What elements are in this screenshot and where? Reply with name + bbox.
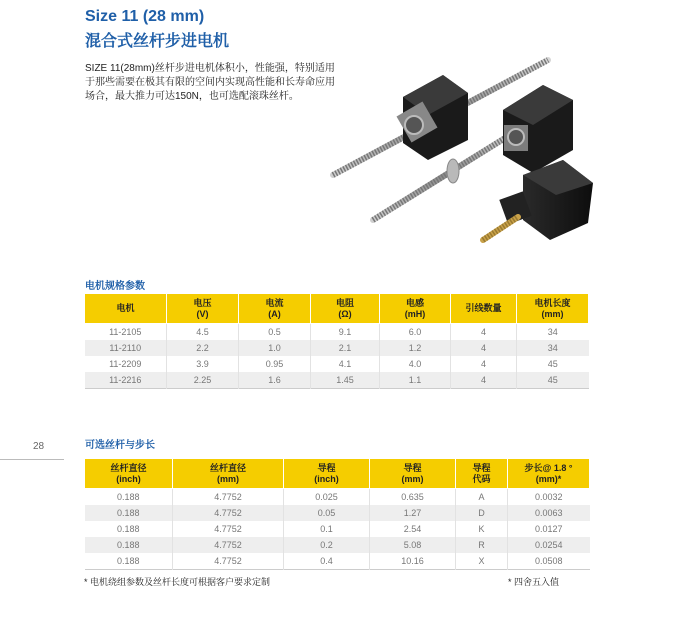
table-row: [85, 372, 589, 389]
spec-header-cell: 电阻 (Ω): [311, 294, 380, 324]
table-cell: 0.0127: [534, 524, 563, 534]
table-cell: K: [456, 521, 508, 537]
table-cell: 1.27: [370, 505, 456, 521]
table-row: [85, 537, 590, 553]
table-cell: 4.0: [380, 356, 451, 372]
screw-header-cell: 导程 (inch): [284, 459, 370, 489]
table-cell: 0.188: [85, 489, 173, 506]
footnote-custom: * 电机绕组参数及丝杆长度可根据客户要求定制: [84, 577, 271, 587]
table-cell: 2.1: [311, 340, 380, 356]
table-cell: 0.0508: [534, 556, 563, 566]
table-cell: 34: [517, 340, 589, 356]
table-row: [85, 505, 590, 521]
table-cell: 0.0254: [508, 537, 590, 553]
screw-header-cell: 丝杆直径 (inch): [85, 459, 173, 489]
spec-header-cell: 电流 (A): [239, 294, 311, 324]
table-cell: 4.7752: [173, 521, 284, 537]
table-cell: 0.025: [284, 489, 370, 506]
table-cell: 0.188: [85, 553, 173, 570]
table-cell: 11-2216: [85, 372, 167, 389]
table-row: [85, 356, 589, 372]
table-cell: 10.16: [370, 553, 456, 570]
table-cell: 0.4: [284, 553, 370, 570]
table-cell: 4.7752: [173, 489, 284, 506]
table-cell: 0.0032: [534, 492, 563, 502]
product-photo: [318, 55, 598, 285]
table-cell: 0.05: [284, 505, 370, 521]
table-cell: 3.9: [167, 356, 239, 372]
screw-header-cell: 导程 (mm): [370, 459, 456, 489]
table-cell: 9.1: [311, 324, 380, 341]
table-cell: 0.1: [284, 521, 370, 537]
screw-header-cell: 导程 代码: [456, 459, 508, 489]
spec-header-cell: 引线数量: [451, 294, 517, 324]
table-cell: 1.2: [380, 340, 451, 356]
table-cell: 0.95: [239, 356, 311, 372]
table-cell: A: [456, 489, 508, 506]
footnote-rounding: * 四舍五入值: [508, 577, 560, 587]
table-cell: 11-2105: [85, 324, 167, 341]
table-cell: D: [456, 505, 508, 521]
table-row: [85, 489, 590, 506]
spec-table-title: 电机规格参数: [85, 281, 145, 292]
table-cell: 0.2: [284, 537, 370, 553]
table-row: [85, 553, 590, 570]
screw-header-cell: 步长@ 1.8 ° (mm)*: [508, 459, 590, 489]
table-cell: 45: [547, 359, 558, 369]
table-cell: 0.635: [370, 489, 456, 506]
spec-header-cell: 电压 (V): [167, 294, 239, 324]
spec-header-cell: 电机长度 (mm): [517, 294, 589, 324]
motor-spec-table: [84, 293, 589, 389]
table-cell: X: [456, 553, 508, 570]
table-cell: 0.188: [85, 521, 173, 537]
table-cell: 1.0: [239, 340, 311, 356]
table-cell: 4: [451, 324, 517, 341]
table-cell: 0.0063: [508, 505, 590, 521]
table-cell: 45: [517, 372, 589, 389]
table-cell: 4.7752: [173, 505, 284, 521]
table-cell: 5.08: [370, 537, 456, 553]
table-cell: 2.2: [167, 340, 239, 356]
table-cell: 1.45: [311, 372, 380, 389]
table-cell: 2.25: [167, 372, 239, 389]
table-cell: 4.1: [311, 356, 380, 372]
divider: [0, 459, 64, 460]
table-cell: 1.6: [239, 372, 311, 389]
spec-header-cell: 电机: [85, 294, 167, 324]
screw-header-cell: 丝杆直径 (mm): [173, 459, 284, 489]
table-cell: 4.7752: [173, 537, 284, 553]
table-cell: 11-2110: [85, 340, 167, 356]
table-cell: 0.5: [239, 324, 311, 341]
table-cell: 6.0: [380, 324, 451, 341]
table-cell: 4: [451, 356, 517, 372]
table-row: [85, 521, 590, 537]
table-cell: 4.7752: [173, 553, 284, 570]
spec-header-cell: 电感 (mH): [380, 294, 451, 324]
page-number: 28: [33, 441, 45, 452]
table-row: [85, 324, 589, 341]
table-cell: 4: [451, 340, 517, 356]
table-cell: 0.188: [85, 505, 173, 521]
motor-3-image: [483, 160, 593, 240]
title-english: Size 11 (28 mm): [85, 8, 205, 25]
table-cell: R: [456, 537, 508, 553]
screw-table-title: 可选丝杆与步长: [85, 440, 155, 451]
table-cell: 1.1: [380, 372, 451, 389]
table-cell: 4: [451, 372, 517, 389]
table-cell: 11-2209: [85, 356, 167, 372]
intro-paragraph: SIZE 11(28mm)丝杆步进电机体积小，性能强，特别适用 于那些需要在极其有限的空间内实现高性能和长寿命应用 场合，最大推力可达150N，也可选配滚珠丝杆。: [85, 63, 335, 102]
title-chinese: 混合式丝杆步进电机: [85, 33, 230, 50]
table-cell: 0.188: [85, 537, 173, 553]
table-cell: 2.54: [370, 521, 456, 537]
screw-table: [84, 458, 590, 570]
table-cell: 34: [547, 327, 558, 337]
table-row: [85, 340, 589, 356]
table-cell: 4.5: [167, 324, 239, 341]
